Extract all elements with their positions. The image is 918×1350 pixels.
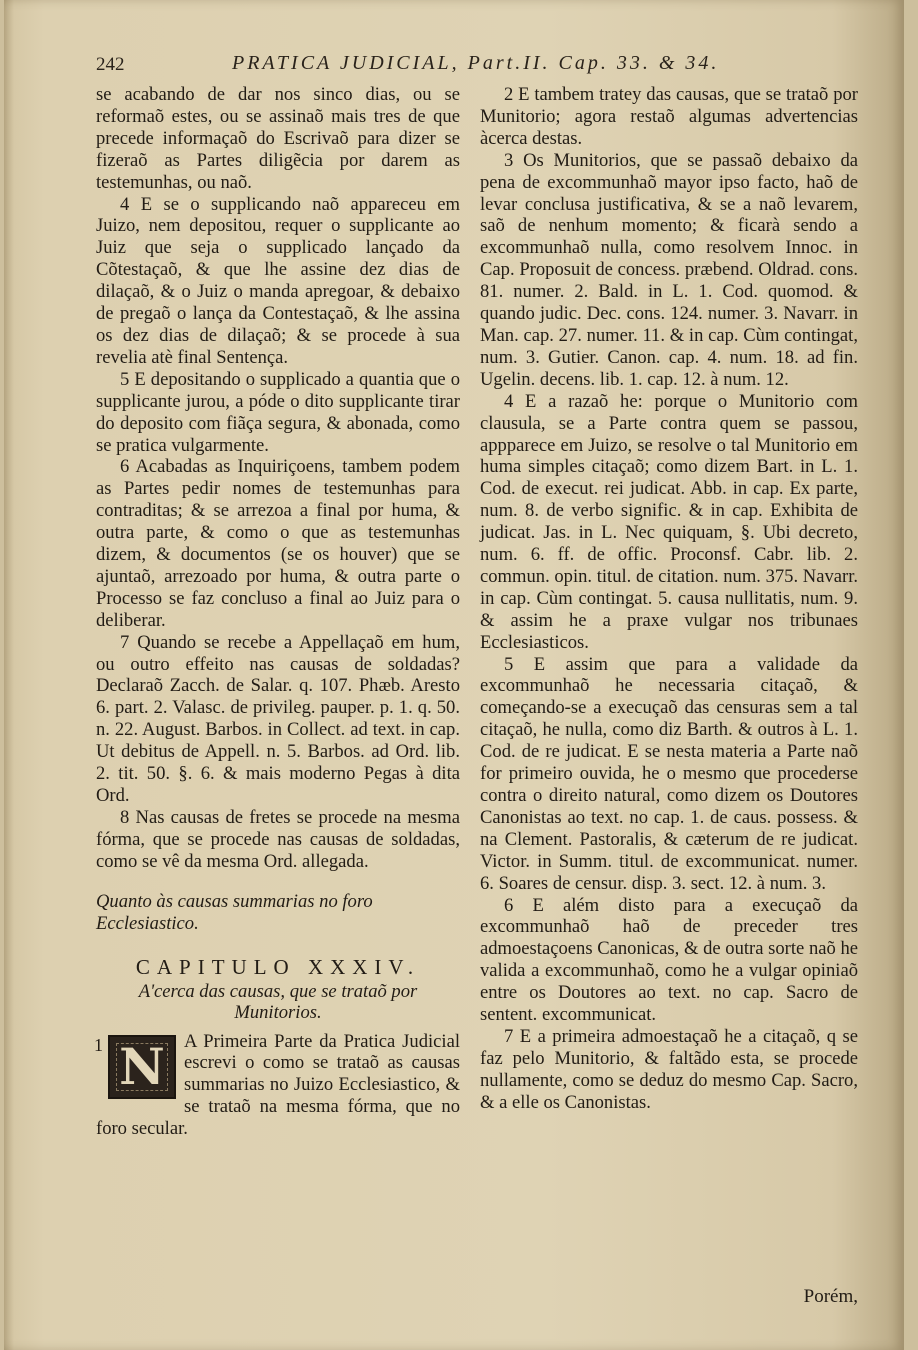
paragraph: 7 Quando se recebe a Appellaçaõ em hum, ou outro effeito nas causas de soldadas? Declaraõ Zacch. de Salar. q. 107. Phæb. Aresto 6. part. 2. Valasc. de privileg. pauper. p. 1. q. 50. n. 22. August. Barbos. in Collect. ad text. in cap. Ut debitus de Appell. n. 5. Barbos. ad Ord. lib. 2. tit. 50. §. 6. & mais moderno Pegas à dita Ord. — [96, 631, 460, 806]
paragraph: 6 E além disto para a execuçaõ da excommunhaõ haõ de preceder tres admoestaçoens Canonicas, & de outra sorte naõ he valida a excommunhaõ, como he a vulgar opiniaõ entre os Doutores ao text. no cap. Sacro de sentent. excommunicat. — [480, 894, 858, 1026]
chapter-subtitle: A'cerca das causas, que se trataõ por Munitorios. — [138, 980, 418, 1023]
catchword: Porém, — [803, 1286, 858, 1307]
paragraph: se acabando de dar nos sinco dias, ou se reformaõ estes, ou se assinaõ mais tres de que precede informaçaõ do Escrivaõ para dizer se fizeraõ as Partes diligẽcia por darem as testemunhas, ou naõ. — [96, 84, 460, 193]
paragraph: 6 Acabadas as Inquiriçoens, tambem podem as Partes pedir nomes de testemunhas para contraditas; & se arrezoa a final por huma, & outra parte, & como o que as testemunhas dizem, & documentos (se os houver) que se ajuntaõ, arrezoado por huma, & outra parte o Processo se faz concluso a final ao Juiz para o deliberar. — [96, 456, 460, 631]
right-column — [480, 84, 858, 1114]
paragraph: 5 E depositando o supplicado a quantia que o supplicante jurou, a póde o dito supplicante tirar do deposito com fiãça segura, & abonada, como se pratica vulgarmente. — [96, 368, 460, 456]
initial-letter: N — [119, 1036, 165, 1096]
left-column — [96, 84, 460, 1140]
paragraph: A Primeira Parte da Pratica Judicial escrevi o como se trataõ as causas summarias no Juizo Ecclesiastico, & se trataõ na mesma fórma, que no foro secular. — [96, 1030, 460, 1140]
paragraph: 2 E tambem tratey das causas, que se trataõ por Munitorio; agora restaõ algumas advertencias àcerca destas. — [480, 84, 858, 149]
book-page — [4, 0, 904, 1350]
paragraph: 3 Os Munitorios, que se passaõ debaixo da pena de excommunhaõ mayor ipso facto, haõ de levar conclusa justificativa, & se a naõ levarem, saõ de nenhum momento; & ficarà sendo a excommunhaõ nulla, como resolvem Innoc. in Cap. Proposuit de concess. præbend. Oldrad. cons. 81. numer. 2. Bald. in L. 1. Cod. quomod. & quando judic. Dec. cons. 124. numer. 3. Navarr. in Man. cap. 27. numer. 11. & in cap. Cùm contingat, num. 3. Gutier. Canon. cap. 4. num. 18. ad fin. Ugelin. decens. lib. 1. cap. 12. à num. 12. — [480, 149, 858, 390]
opening-paragraph — [96, 1031, 460, 1141]
paragraph-number: 1 — [94, 1034, 103, 1055]
chapter-title: CAPITULO XXXIV. — [135, 954, 421, 979]
section-subheading: Quanto às causas summarias no foro Ecclesiastico. — [96, 890, 373, 934]
paragraph: 4 E a razaõ he: porque o Munitorio com clausula, se a Parte contra quem se passou, appparece em Juizo, se resolve o tal Munitorio em huma simples citaçaõ; como dizem Bart. in L. 1. Cod. de execut. rei judicat. Abb. in cap. Ex parte, num. 8. de verbo signific. & in cap. Exhibita de judicat. Jas. in L. Nec quiquam, §. Ubi decreto, num. 6. ff. de offic. Proconsf. Cabr. lib. 2. commun. opin. titul. de citation. num. 375. Navarr. in cap. Cùm contingat. 5. causa nullitatis, num. 9. & assim he a praxe vulgar nos tribunaes Ecclesiasticos. — [480, 390, 859, 653]
paragraph: 5 E assim que para a validade da excommunhaõ he necessaria citaçaõ, & começando-se a execuçaõ das censuras sem a tal citaçaõ, he nulla, como diz Barth. & outros à L. 1. Cod. de re judicat. E se nesta materia a Parte naõ for primeiro ouvida, he o mesmo que procederse contra o direito natural, como dizem os Doutores Canonistas ao text. no cap. 1. de caus. possess. & na Clement. Pastoralis, & cæterum de re judicat. Victor. in Summ. titul. de excommunicat. numer. 6. Soares de censur. disp. 3. sect. 12. à num. 3. — [480, 653, 858, 894]
paragraph: 4 E se o supplicando naõ appareceu em Juizo, nem depositou, requer o supplicante ao Juiz que seja o supplicado lançado da Cõtestaçaõ, & que lhe assine dez dias de dilaçaõ, & o Juiz o manda apregoar, & debaixo de pregaõ o lança da Contestaçaõ, & lhe assina os dez dias de dilaçaõ; & se procede à sua revelia atè final Sentença. — [96, 193, 460, 368]
running-title: PRATICA JUDICIAL, Part.II. Cap. 33. & 34. — [232, 52, 720, 74]
paragraph: 8 Nas causas de fretes se procede na mesma fórma, que se procede nas causas de soldadas, como se vê da mesma Ord. allegada. — [96, 806, 460, 872]
page-number: 242 — [96, 54, 125, 75]
decorated-initial-icon — [108, 1035, 176, 1099]
running-head — [96, 50, 876, 80]
paragraph: 7 E a primeira admoestaçaõ he a citaçaõ, q se faz pelo Munitorio, & faltãdo esta, se procede nullamente, como se deduz do mesmo Cap. Sacro, & a elle os Canonistas. — [480, 1025, 858, 1113]
